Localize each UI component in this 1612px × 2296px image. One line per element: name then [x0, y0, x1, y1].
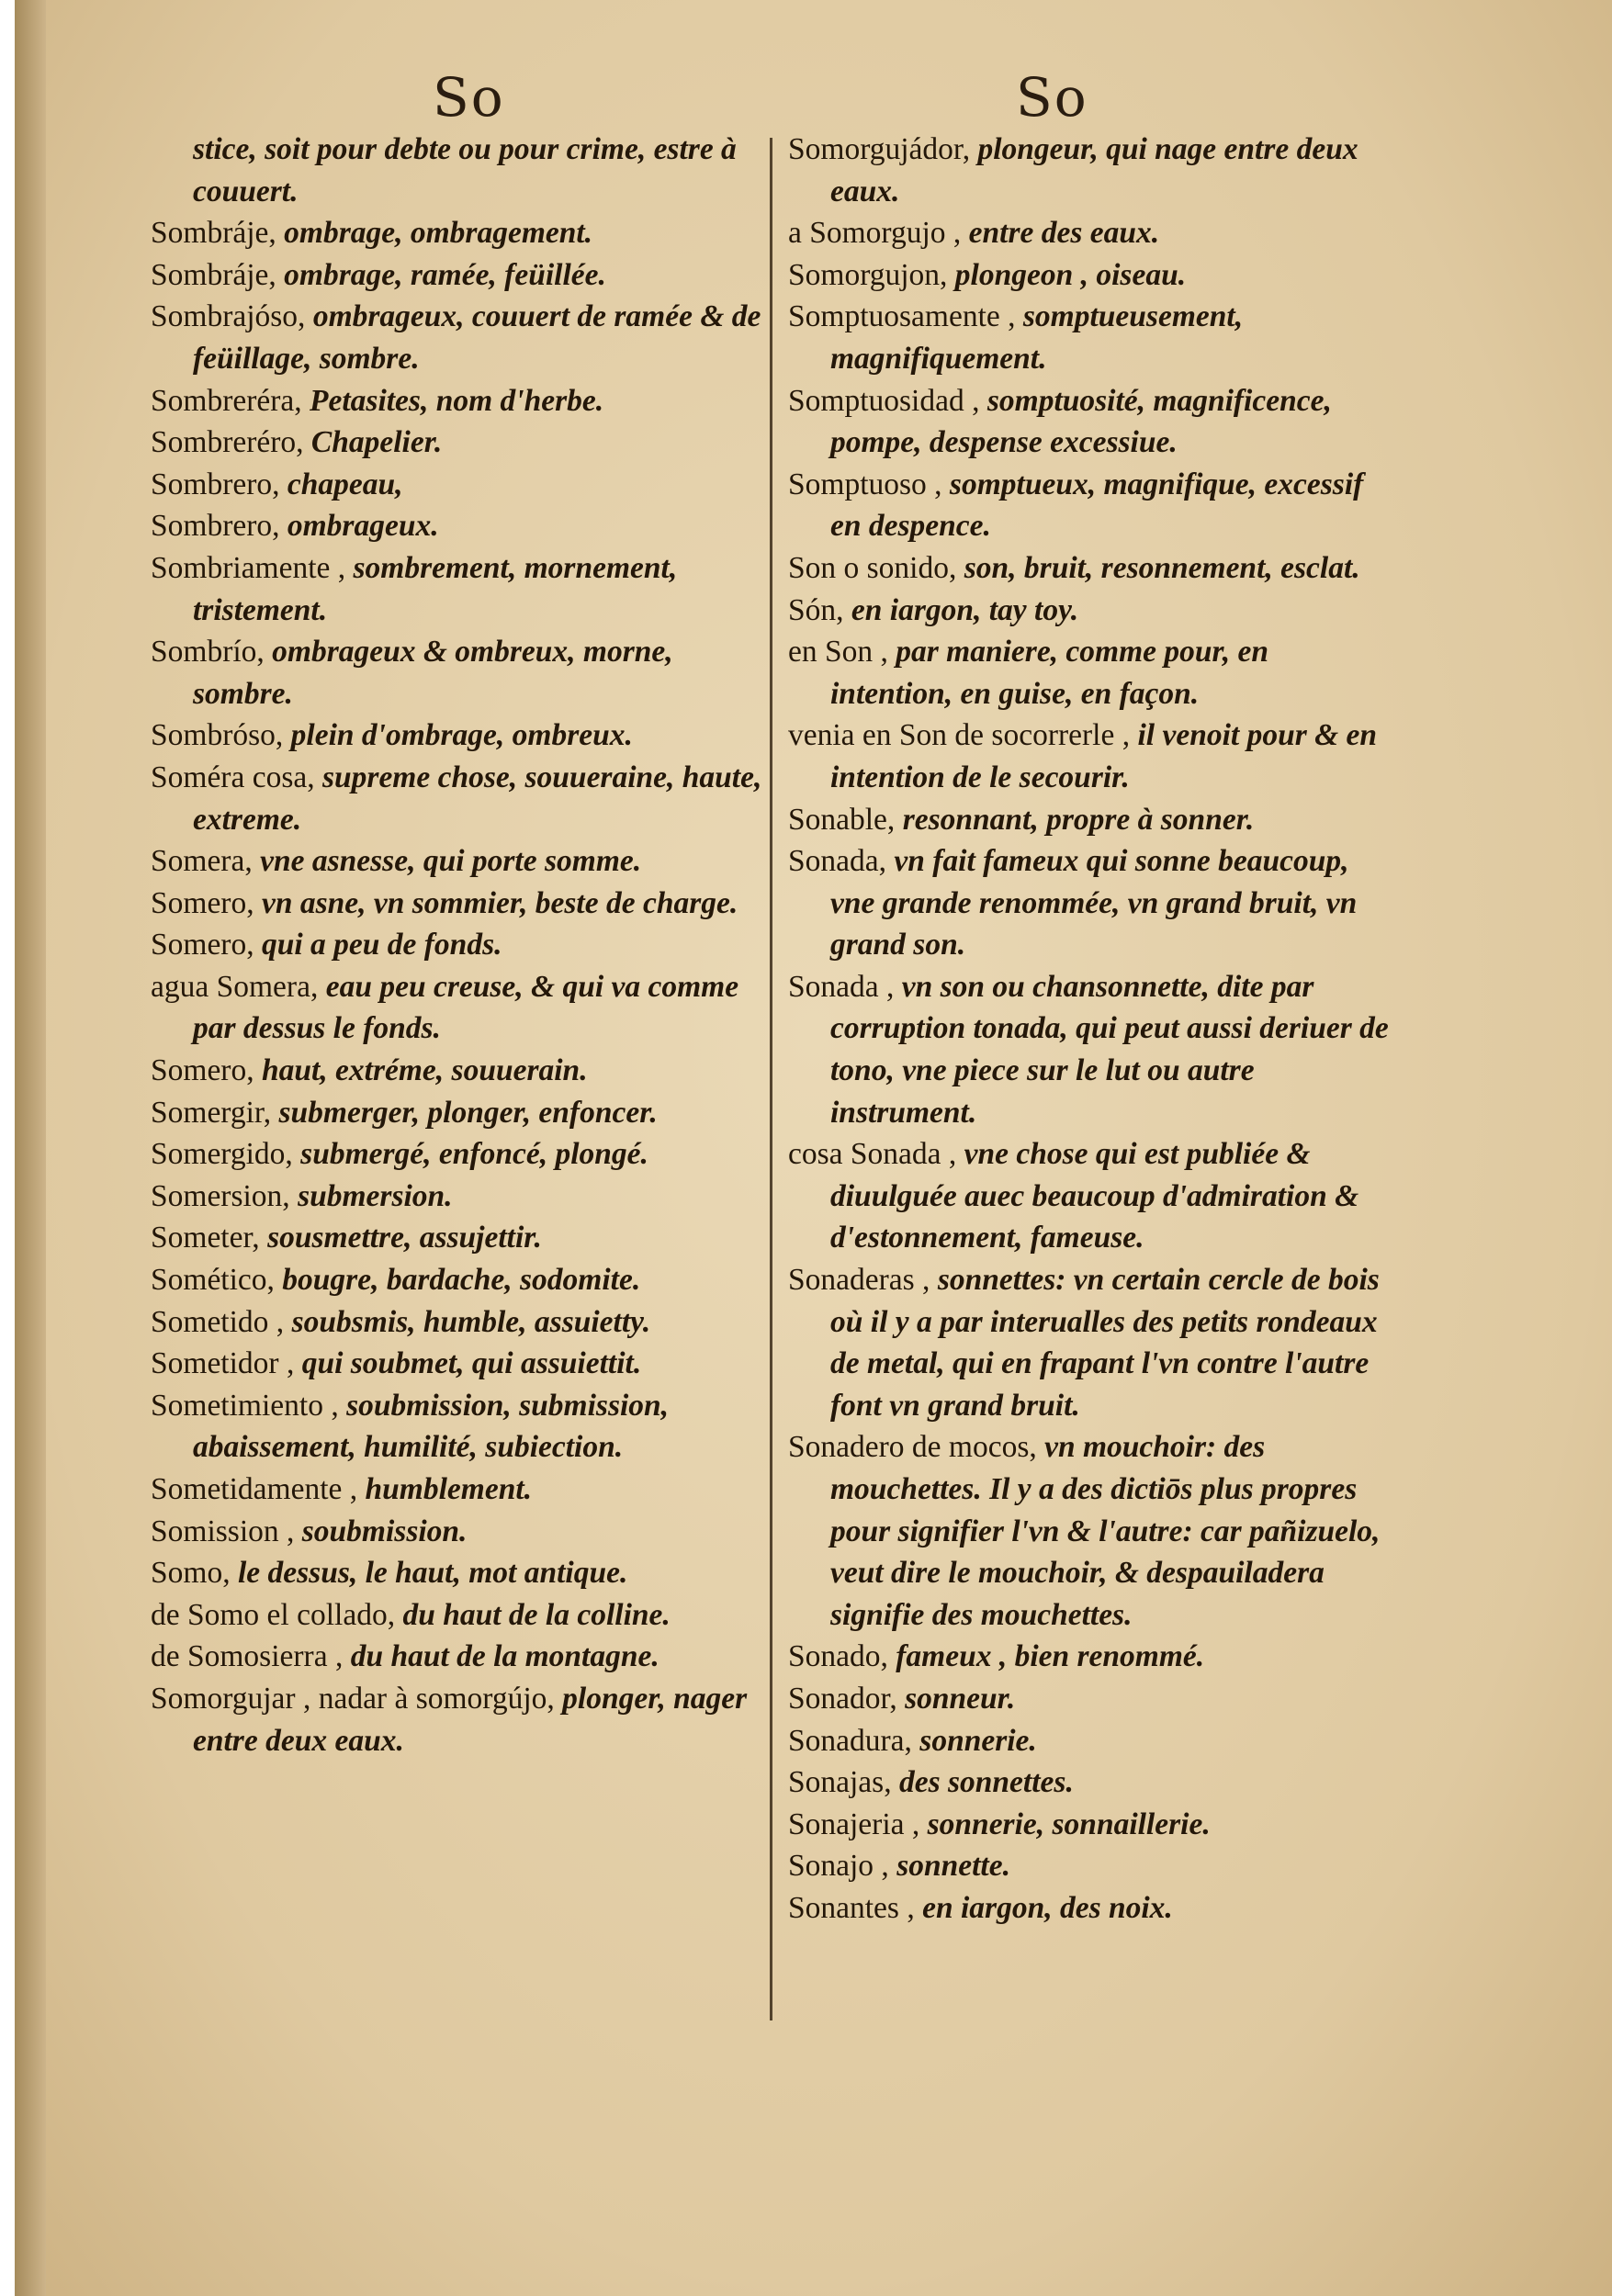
- entry-definition: somptueusement, magnifiquement.: [830, 299, 1244, 376]
- entry-definition: plongeon , oiseau.: [954, 257, 1187, 292]
- entry-headword: Somission ,: [151, 1514, 295, 1548]
- entry-definition: somptueux, magnifique, excessif en despence.: [830, 467, 1364, 544]
- entry-headword: Sonadero de mocos,: [788, 1430, 1037, 1465]
- dictionary-entry: [151, 1511, 766, 1553]
- dictionary-entry: [151, 1385, 766, 1469]
- dictionary-page: [15, 0, 1612, 2296]
- entry-definition: soubmission, submission, abaissement, humilité, subiection.: [193, 1388, 670, 1465]
- entry-headword: Sometido ,: [151, 1304, 285, 1339]
- dictionary-entry: [151, 547, 766, 631]
- entry-definition: sonneur.: [905, 1681, 1016, 1716]
- entry-headword: Somera,: [151, 844, 253, 879]
- entry-headword: Somptuosidad ,: [788, 383, 980, 418]
- entry-definition: sousmettre, assujettir.: [267, 1221, 542, 1255]
- entry-definition: ombrage, ombragement.: [284, 216, 593, 251]
- dictionary-entry: [151, 1343, 766, 1385]
- entry-headword: agua Somera,: [151, 969, 319, 1004]
- entry-definition: sonnerie, sonnaillerie.: [927, 1806, 1211, 1841]
- entry-definition: qui soubmet, qui assuiettit.: [301, 1346, 642, 1381]
- entry-headword: venia en Son de socorrerle ,: [788, 718, 1131, 753]
- dictionary-entry: [151, 296, 766, 379]
- dictionary-entry: [788, 1259, 1394, 1426]
- entry-definition: soubsmis, humble, assuietty.: [291, 1304, 651, 1339]
- entry-headword: Sombrajóso,: [151, 299, 306, 334]
- dictionary-entry: [788, 547, 1394, 590]
- entry-headword: cosa Sonada ,: [788, 1137, 957, 1172]
- entry-headword: Sonaderas ,: [788, 1263, 930, 1298]
- entry-headword: Sonada,: [788, 844, 886, 879]
- dictionary-entry: [151, 1678, 766, 1761]
- dictionary-entry: [788, 1720, 1394, 1762]
- dictionary-entry: [788, 254, 1394, 297]
- entry-definition: supreme chose, souueraine, haute, extreme.: [193, 760, 762, 837]
- entry-headword: Són,: [788, 592, 844, 627]
- entry-headword: a Somorgujo ,: [788, 216, 962, 251]
- right-column: [788, 129, 1394, 1930]
- dictionary-entry: [788, 631, 1394, 715]
- dictionary-entry: [788, 715, 1394, 798]
- entry-definition: plongeur, qui nage entre deux eaux.: [830, 132, 1358, 208]
- entry-definition: vn son ou chansonnette, dite par corruption tonada, qui peut aussi deriuer de tono, vne piece sur le lut ou autre instrument.: [830, 969, 1389, 1130]
- dictionary-entry: [151, 1301, 766, 1344]
- running-head-right: So: [1016, 66, 1088, 129]
- entry-headword: de Somo el collado,: [151, 1597, 396, 1632]
- entry-definition: resonnant, propre à sonner.: [902, 802, 1255, 837]
- entry-headword: Somético,: [151, 1263, 275, 1298]
- dictionary-entry: [788, 590, 1394, 632]
- entry-definition: stice, soit pour debte ou pour crime, estre à couuert.: [193, 132, 737, 208]
- dictionary-entry: [788, 1887, 1394, 1930]
- entry-headword: Sonada ,: [788, 969, 895, 1004]
- entry-headword: Sometimiento ,: [151, 1388, 339, 1423]
- entry-headword: Somptuoso ,: [788, 467, 942, 501]
- dictionary-entry: [788, 129, 1394, 212]
- entry-definition: vne asnesse, qui porte somme.: [260, 844, 642, 879]
- entry-headword: Sombróso,: [151, 718, 284, 753]
- entry-headword: de Somosierra ,: [151, 1639, 344, 1674]
- entry-definition: qui a peu de fonds.: [261, 928, 502, 962]
- entry-headword: Somergir,: [151, 1095, 272, 1130]
- entry-definition: par maniere, comme pour, en intention, en guise, en façon.: [830, 635, 1268, 711]
- dictionary-entry: [151, 1259, 766, 1301]
- entry-definition: en iargon, des noix.: [922, 1890, 1173, 1925]
- entry-definition: en iargon, tay toy.: [851, 592, 1079, 627]
- left-column: [151, 129, 766, 1761]
- entry-definition: sonnerie.: [919, 1723, 1037, 1758]
- entry-headword: Somero,: [151, 1053, 254, 1088]
- entry-definition: ombrageux & ombreux, morne, sombre.: [193, 635, 673, 711]
- entry-headword: Sombrío,: [151, 635, 265, 670]
- dictionary-entry: [151, 1552, 766, 1594]
- entry-definition: plonger, nager entre deux eaux.: [193, 1681, 748, 1758]
- entry-headword: Sometidamente ,: [151, 1472, 358, 1506]
- entry-definition: submergé, enfoncé, plongé.: [300, 1137, 648, 1172]
- entry-headword: Somero,: [151, 885, 254, 920]
- entry-headword: Sombrero,: [151, 509, 280, 544]
- entry-definition: bougre, bardache, sodomite.: [282, 1263, 641, 1298]
- dictionary-entry: [788, 212, 1394, 254]
- entry-definition: chapeau,: [287, 467, 403, 501]
- entry-headword: Sonable,: [788, 802, 896, 837]
- dictionary-entry: [151, 715, 766, 757]
- dictionary-entry: [151, 1092, 766, 1134]
- entry-headword: Somptuosamente ,: [788, 299, 1016, 334]
- entry-headword: Sonado,: [788, 1639, 888, 1674]
- dictionary-entry: [788, 1845, 1394, 1887]
- dictionary-entry: [151, 883, 766, 925]
- entry-definition: entre des eaux.: [968, 216, 1160, 251]
- entry-definition: submersion.: [298, 1178, 453, 1213]
- entry-definition: ombrageux, couuert de ramée & de feüillage, sombre.: [193, 299, 761, 376]
- dictionary-entry: [151, 1050, 766, 1092]
- entry-headword: Somorgujon,: [788, 257, 948, 292]
- dictionary-entry: [788, 1804, 1394, 1846]
- column-divider: [770, 138, 772, 2020]
- entry-headword: Somergido,: [151, 1137, 293, 1172]
- entry-headword: Sonajo ,: [788, 1849, 889, 1884]
- entry-headword: Sometidor ,: [151, 1346, 295, 1381]
- entry-headword: Somero,: [151, 928, 254, 962]
- entry-headword: Someter,: [151, 1221, 260, 1255]
- entry-definition: sonnettes: vn certain cercle de bois où il y a par interualles des petits rondeaux de metal, qui en frapant l'vn contre l'autre font vn grand bruit.: [830, 1263, 1380, 1423]
- dictionary-entry: [151, 1133, 766, 1176]
- dictionary-entry: [788, 1133, 1394, 1259]
- entry-headword: Sombreréra,: [151, 383, 302, 418]
- entry-headword: Somorgujar , nadar à somorgújo,: [151, 1681, 555, 1716]
- dictionary-entry: [151, 966, 766, 1050]
- entry-headword: en Son ,: [788, 635, 888, 670]
- dictionary-entry: [151, 757, 766, 840]
- dictionary-entry: [151, 924, 766, 966]
- entry-headword: Sonadura,: [788, 1723, 912, 1758]
- entry-definition: ombrage, ramée, feüillée.: [284, 257, 606, 292]
- entry-definition: eau peu creuse, & qui va comme par dessus le fonds.: [193, 969, 739, 1046]
- running-head-left: So: [433, 66, 505, 129]
- dictionary-entry: [788, 1636, 1394, 1678]
- dictionary-entry: [151, 840, 766, 883]
- entry-definition: Chapelier.: [310, 425, 443, 460]
- entry-definition: vne chose qui est publiée & diuulguée auec beaucoup d'admiration & d'estonnement, fameuse.: [830, 1137, 1359, 1255]
- entry-headword: Sonajas,: [788, 1765, 892, 1800]
- dictionary-entry: [151, 212, 766, 254]
- dictionary-entry: [151, 254, 766, 297]
- entry-definition: vn fait fameux qui sonne beaucoup, vne grande renommée, vn grand bruit, vn grand son.: [830, 844, 1358, 962]
- dictionary-entry: [151, 1469, 766, 1511]
- entry-headword: Somersion,: [151, 1178, 290, 1213]
- entry-definition: plein d'ombrage, ombreux.: [290, 718, 633, 753]
- entry-definition: haut, extréme, souuerain.: [261, 1053, 588, 1088]
- entry-definition: sombrement, mornement, tristement.: [193, 550, 678, 627]
- entry-definition: Petasites, nom d'herbe.: [310, 383, 604, 418]
- entry-definition: vn asne, vn sommier, beste de charge.: [261, 885, 738, 920]
- entry-definition: somptuosité, magnificence, pompe, despense excessiue.: [830, 383, 1332, 460]
- entry-headword: Somo,: [151, 1556, 231, 1591]
- entry-definition: ombrageux.: [287, 509, 439, 544]
- entry-headword: Sombráje,: [151, 216, 276, 251]
- entry-headword: Sonador,: [788, 1681, 897, 1716]
- dictionary-entry: [788, 380, 1394, 464]
- dictionary-entry: [151, 422, 766, 464]
- entry-definition: des sonnettes.: [898, 1765, 1074, 1800]
- entry-definition: du haut de la montagne.: [350, 1639, 659, 1674]
- entry-headword: Sombriamente ,: [151, 550, 346, 585]
- dictionary-entry: [788, 1426, 1394, 1636]
- dictionary-entry: [788, 1678, 1394, 1720]
- dictionary-entry: [788, 799, 1394, 841]
- dictionary-entry: [151, 1594, 766, 1637]
- entry-headword: Son o sonido,: [788, 550, 957, 585]
- entry-definition: soubmission.: [301, 1514, 468, 1548]
- entry-headword: Sombreréro,: [151, 425, 304, 460]
- entry-definition: son, bruit, resonnement, esclat.: [964, 550, 1360, 585]
- dictionary-entry: [151, 505, 766, 547]
- entry-headword: Soméra cosa,: [151, 760, 315, 794]
- book-spine-edge: [15, 0, 46, 2296]
- dictionary-entry: [151, 1176, 766, 1218]
- entry-headword: Sombrero,: [151, 467, 280, 501]
- entry-definition: il venoit pour & en intention de le secourir.: [830, 718, 1378, 794]
- entry-headword: Sonajeria ,: [788, 1806, 920, 1841]
- dictionary-entry: [151, 464, 766, 506]
- dictionary-entry: [788, 464, 1394, 547]
- entry-headword: Sombráje,: [151, 257, 276, 292]
- dictionary-entry: [151, 1217, 766, 1259]
- dictionary-entry: [151, 631, 766, 715]
- entry-definition: du haut de la colline.: [402, 1597, 671, 1632]
- dictionary-entry: [151, 1636, 766, 1678]
- entry-headword: Somorgujádor,: [788, 132, 971, 166]
- dictionary-entry: [151, 129, 766, 212]
- dictionary-entry: [788, 840, 1394, 966]
- entry-definition: le dessus, le haut, mot antique.: [237, 1556, 628, 1591]
- entry-definition: sonnette.: [896, 1849, 1010, 1884]
- entry-definition: fameux , bien renommé.: [896, 1639, 1205, 1674]
- dictionary-entry: [788, 1761, 1394, 1804]
- entry-headword: Sonantes ,: [788, 1890, 915, 1925]
- dictionary-entry: [788, 966, 1394, 1133]
- dictionary-entry: [788, 296, 1394, 379]
- dictionary-entry: [151, 380, 766, 422]
- entry-definition: humblement.: [365, 1472, 533, 1506]
- entry-definition: submerger, plonger, enfoncer.: [278, 1095, 658, 1130]
- entry-definition: vn mouchoir: des mouchettes. Il y a des dictiōs plus propres pour signifier l'vn & l'autre: car pañizuelo, veut dire le mouchoir, & despauiladera signifie des mouchettes.: [830, 1430, 1381, 1632]
